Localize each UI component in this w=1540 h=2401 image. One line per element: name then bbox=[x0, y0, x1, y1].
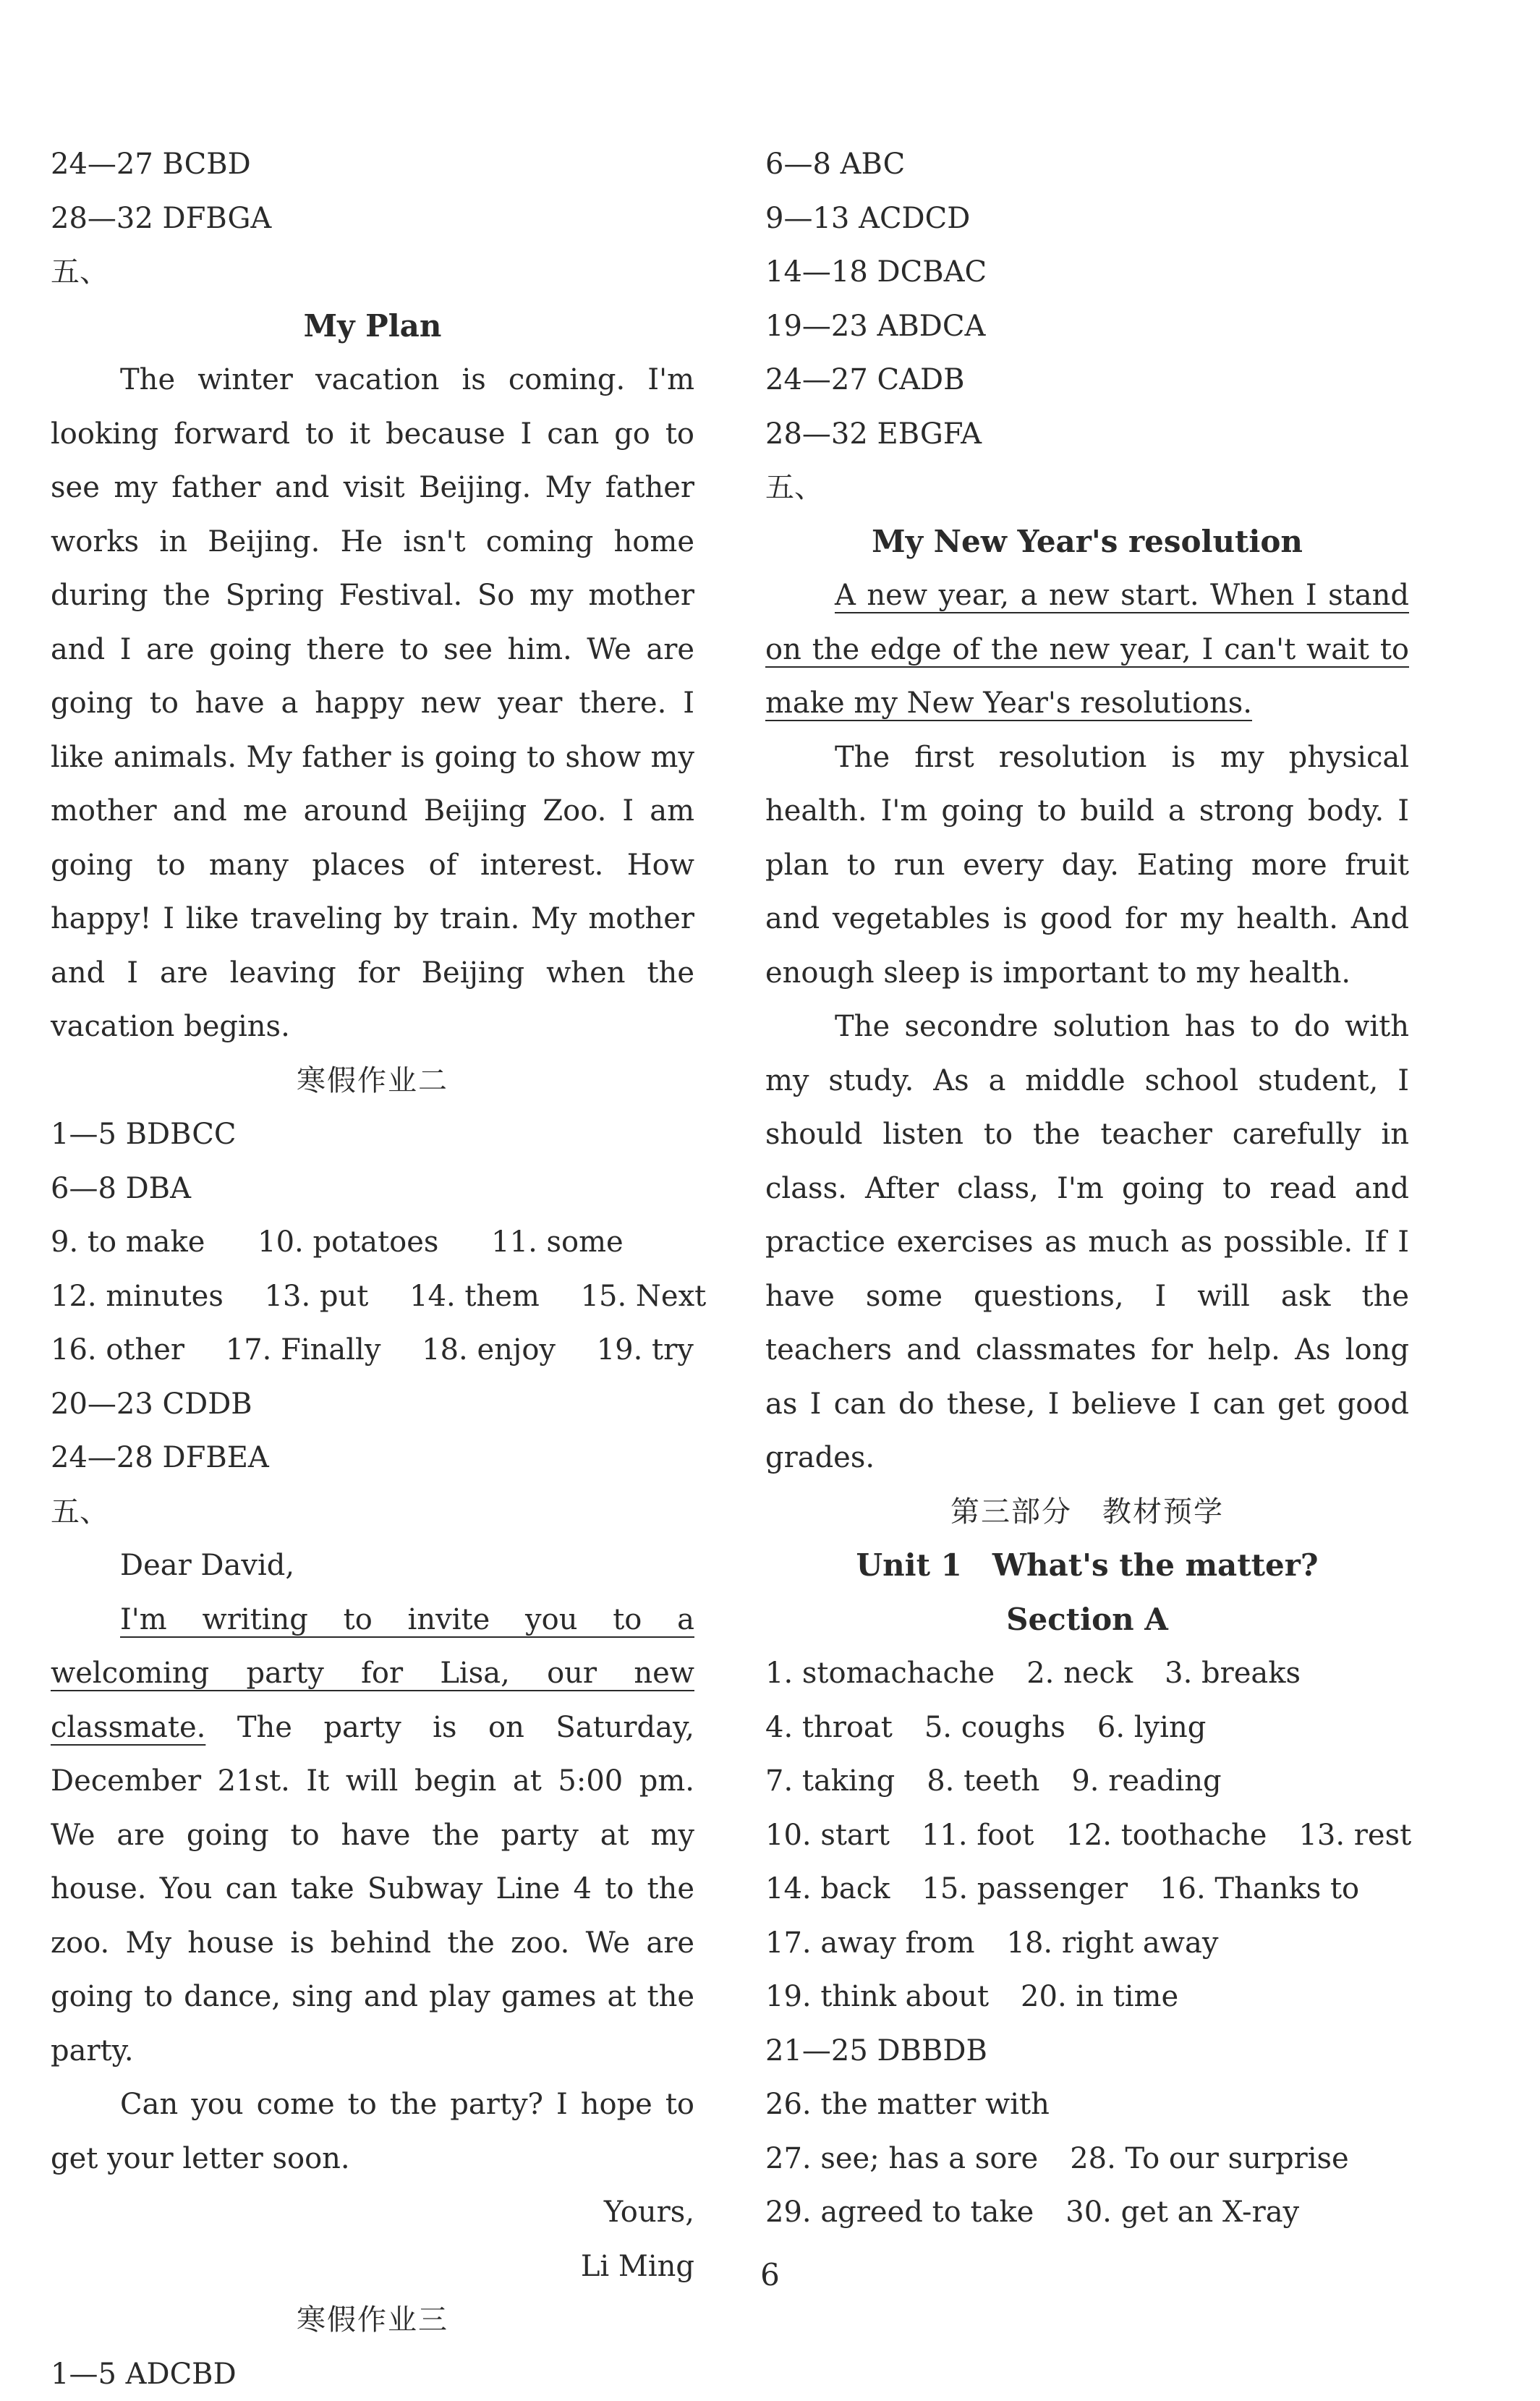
letter-signature: Li Ming bbox=[51, 2240, 694, 2294]
answer-item: 19. try bbox=[597, 1333, 694, 1367]
answer-line: 28—32 DFBGA bbox=[51, 192, 694, 246]
answer-item: 9. to make bbox=[51, 1225, 205, 1259]
answer-item: 19. think about bbox=[765, 1980, 989, 2013]
answer-item: 30. get an X-ray bbox=[1065, 2196, 1299, 2229]
letter-signoff: Yours, bbox=[51, 2185, 694, 2240]
answer-row bbox=[765, 2078, 1409, 2132]
answer-line: 6—8 DBA bbox=[51, 1162, 694, 1216]
answer-item: 15. Next bbox=[581, 1280, 707, 1313]
left-column bbox=[51, 137, 694, 2401]
answer-line: 19—23 ABDCA bbox=[765, 299, 1409, 354]
section-marker: 五、 bbox=[51, 1485, 694, 1539]
answer-item: 1. stomachache bbox=[765, 1657, 995, 1690]
answer-line: 6—8 ABC bbox=[765, 137, 1409, 192]
answer-item: 14. them bbox=[409, 1280, 540, 1313]
answer-item: 17. Finally bbox=[226, 1333, 381, 1367]
answer-item: 4. throat bbox=[765, 1711, 893, 1744]
answer-item: 9. reading bbox=[1071, 1764, 1221, 1798]
answer-item: 13. rest bbox=[1298, 1819, 1411, 1852]
answer-item: 26. the matter with bbox=[765, 2088, 1050, 2121]
answer-item: 11. some bbox=[491, 1225, 624, 1259]
answer-item: 14. back bbox=[765, 1872, 890, 1905]
answer-item: 18. right away bbox=[1007, 1926, 1219, 1960]
answer-rows bbox=[765, 1646, 1409, 2240]
answer-row bbox=[51, 1270, 694, 1324]
answer-item: 15. passenger bbox=[922, 1872, 1128, 1905]
letter-body-text: The party is on Saturday, December 21st. It will begin at 5:00 pm. We are going to have the party at my house. You can take Subway Line 4 to the zoo. My house is behind the zoo. We are going to dance, sing and play games at the party. bbox=[51, 1711, 694, 2068]
answer-row bbox=[765, 1970, 1409, 2024]
answer-line: 9—13 ACDCD bbox=[765, 192, 1409, 246]
answer-item: 8. teeth bbox=[927, 1764, 1039, 1798]
answer-line: 14—18 DCBAC bbox=[765, 245, 1409, 299]
essay-title: My New Year's resolution bbox=[765, 515, 1409, 569]
answer-row bbox=[765, 2024, 1409, 2078]
homework-title: 寒假作业二 bbox=[51, 1054, 694, 1108]
answer-item: 18. enjoy bbox=[422, 1333, 556, 1367]
letter-greeting: Dear David, bbox=[51, 1539, 694, 1593]
answer-row bbox=[765, 2185, 1409, 2240]
section-title: Section A bbox=[765, 1593, 1409, 1647]
section-marker: 五、 bbox=[765, 461, 1409, 515]
answer-row bbox=[765, 1916, 1409, 1971]
essay-paragraph: The first resolution is my physical health. I'm going to build a strong body. I plan to run every day. Eating more fruit and vegetables is good for my health. And enough sleep is important to my health. bbox=[765, 731, 1409, 1000]
answer-row bbox=[51, 1323, 694, 1377]
essay-title: My Plan bbox=[51, 299, 694, 354]
answer-row bbox=[765, 1809, 1409, 1863]
answer-item: 20. in time bbox=[1021, 1980, 1178, 2013]
answer-row bbox=[765, 1862, 1409, 1916]
essay-intro bbox=[765, 569, 1409, 731]
answer-row bbox=[765, 2132, 1409, 2186]
answer-item: 29. agreed to take bbox=[765, 2196, 1034, 2229]
answer-item: 2. neck bbox=[1026, 1657, 1133, 1690]
unit-title: Unit 1 What's the matter? bbox=[765, 1539, 1409, 1593]
answer-item: 16. Thanks to bbox=[1160, 1872, 1359, 1905]
answer-item: 11. foot bbox=[922, 1819, 1034, 1852]
answer-item: 28. To our surprise bbox=[1070, 2142, 1349, 2175]
answer-row bbox=[765, 1646, 1409, 1701]
answer-item: 21—25 DBBDB bbox=[765, 2034, 987, 2068]
answer-item: 16. other bbox=[51, 1333, 184, 1367]
answer-item: 12. toothache bbox=[1065, 1819, 1267, 1852]
answer-item: 7. taking bbox=[765, 1764, 895, 1798]
answer-item: 3. breaks bbox=[1165, 1657, 1301, 1690]
section-marker: 五、 bbox=[51, 245, 694, 299]
letter-closing-paragraph: Can you come to the party? I hope to get your letter soon. bbox=[51, 2078, 694, 2185]
answer-line: 20—23 CDDB bbox=[51, 1377, 694, 1432]
answer-line: 28—32 EBGFA bbox=[765, 407, 1409, 462]
essay-underlined-intro: A new year, a new start. When I stand on the edge of the new year, I can't wait to make my New Year's resolutions. bbox=[765, 579, 1409, 720]
answer-line: 1—5 BDBCC bbox=[51, 1108, 694, 1162]
answer-item: 10. start bbox=[765, 1819, 890, 1852]
answer-item: 12. minutes bbox=[51, 1280, 224, 1313]
answer-line: 24—28 DFBEA bbox=[51, 1431, 694, 1485]
answer-row bbox=[51, 1215, 694, 1270]
answer-item: 17. away from bbox=[765, 1926, 975, 1960]
essay-body: The winter vacation is coming. I'm looking forward to it because I can go to see my father and visit Beijing. My father works in Beijing. He isn't coming home during the Spring Festival. So my mother and I are going there to see him. We are going to have a happy new year there. I like animals. My father is going to show my mother and me around Beijing Zoo. I am going to many places of interest. How happy! I like traveling by train. My mother and I are leaving for Beijing when the vacation begins. bbox=[51, 353, 694, 1054]
answer-item: 5. coughs bbox=[924, 1711, 1065, 1744]
answer-item: 10. potatoes bbox=[258, 1225, 438, 1259]
homework-title: 寒假作业三 bbox=[51, 2293, 694, 2347]
letter-underlined-sentence: I'm writing to invite you to a welcoming party for Lisa, our new classmate. bbox=[51, 1603, 694, 1744]
answer-row bbox=[765, 1754, 1409, 1809]
page-number: 6 bbox=[0, 2257, 1540, 2292]
answer-line: 1—5 ADCBD bbox=[51, 2347, 694, 2401]
answer-item: 6. lying bbox=[1097, 1711, 1206, 1744]
answer-line: 24—27 CADB bbox=[765, 353, 1409, 407]
answer-item: 27. see; has a sore bbox=[765, 2142, 1038, 2175]
part-title: 第三部分 教材预学 bbox=[765, 1485, 1409, 1539]
answer-row bbox=[765, 1701, 1409, 1755]
answer-item: 13. put bbox=[265, 1280, 369, 1313]
letter-body bbox=[51, 1593, 694, 2078]
right-column bbox=[765, 137, 1409, 2240]
essay-paragraph: The secondre solution has to do with my study. As a middle school student, I should listen to the teacher carefully in class. After class, I'm going to read and practice exercises as much as possible. If I have some questions, I will ask the teachers and classmates for help. As long as I can do these, I believe I can get good grades. bbox=[765, 1000, 1409, 1485]
answer-line: 24—27 BCBD bbox=[51, 137, 694, 192]
